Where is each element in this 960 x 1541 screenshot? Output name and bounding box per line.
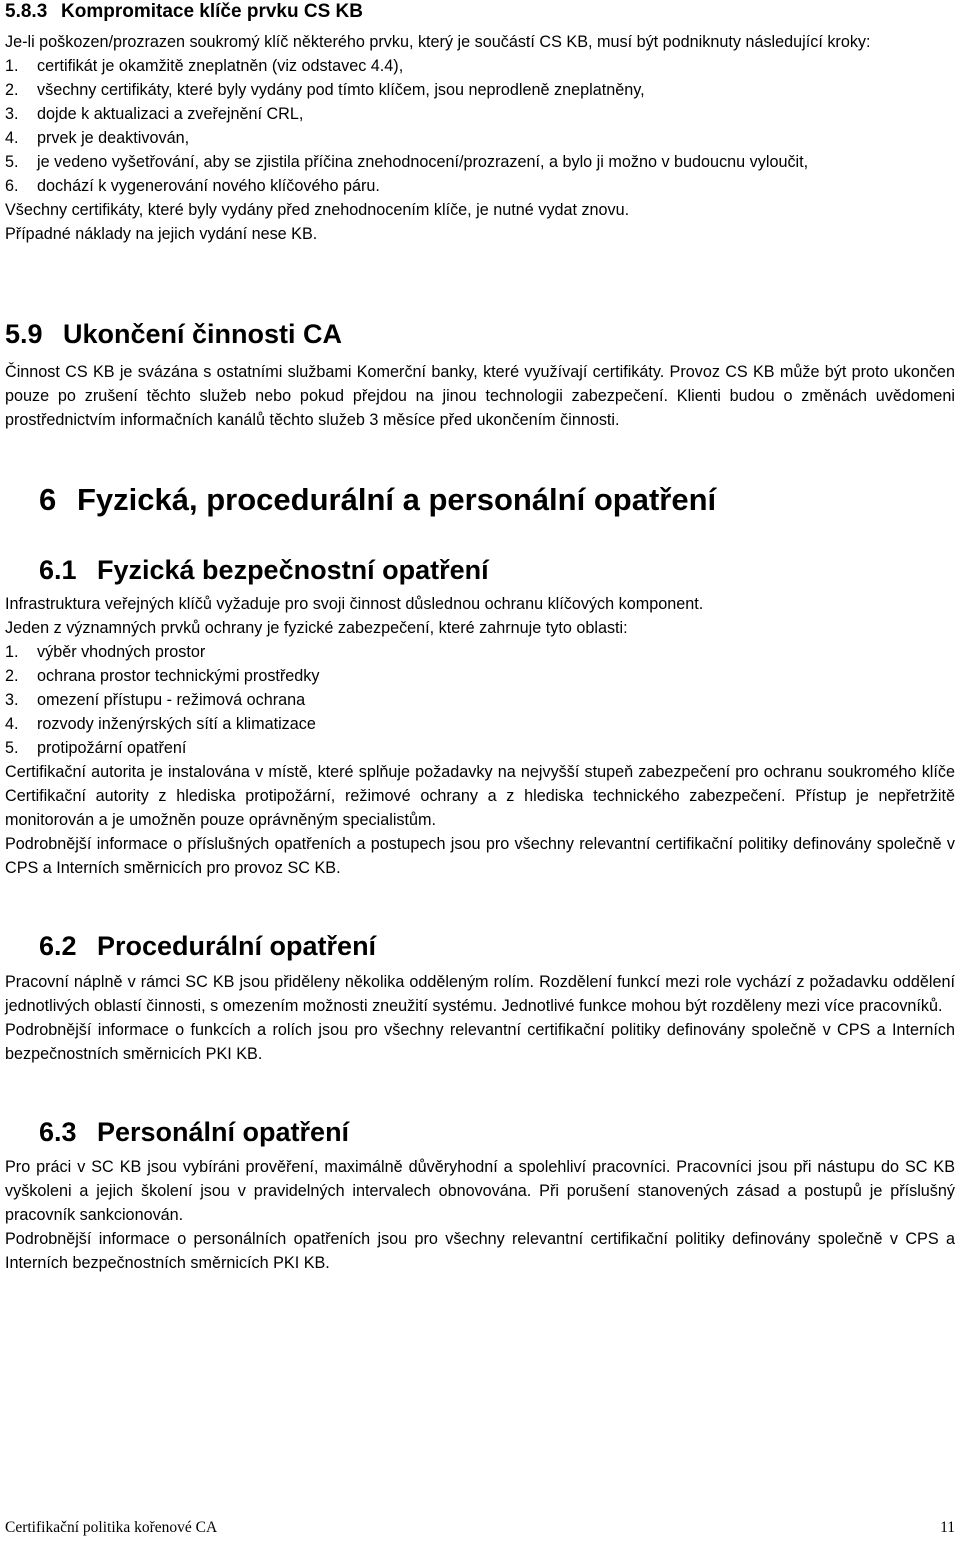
- paragraph: Pracovní náplně v rámci SC KB jsou přiděleny několika odděleným rolím. Rozdělení funkcí mezi role vychází z požadavku oddělení jednotlivých oblastí činnosti, s omezením možnosti zneužití systému. Jednotlivé funkce mohou být rozděleny mezi více pracovníků.: [5, 973, 955, 1015]
- section-number: 6.2: [39, 931, 77, 961]
- section-title: Ukončení činnosti CA: [63, 319, 343, 349]
- list-item: 2. všechny certifikáty, které byly vydány pod tímto klíčem, jsou neprodleně zneplatněny,: [5, 81, 645, 99]
- list-item: 3. dojde k aktualizaci a zveřejnění CRL,: [5, 105, 304, 123]
- section-title: Personální opatření: [97, 1117, 350, 1147]
- section-title: Fyzická bezpečnostní opatření: [97, 555, 489, 585]
- section-6-1-heading: [5, 554, 489, 586]
- paragraph: Certifikační autorita je instalována v místě, které splňuje požadavky na nejvyšší stupeň zabezpečení pro ochranu soukromého klíče Certifikační autority z hlediska protipožární, režimové ochrany a z hlediska technického zabezpečení. Přístup je nepřetržitě monitorován a je umožněn pouze oprávněným specialistům.: [5, 763, 955, 829]
- paragraph: Podrobnější informace o příslušných opatřeních a postupech jsou pro všechny relevantní certifikační politiky definovány společně v CPS a Interních směrnicích pro provoz SC KB.: [5, 835, 955, 877]
- section-number: 5.9: [5, 319, 43, 349]
- section-6-1-body: [5, 592, 955, 880]
- list-item: 1. certifikát je okamžitě zneplatněn (viz odstavec 4.4),: [5, 57, 404, 75]
- paragraph: Podrobnější informace o funkcích a rolích jsou pro všechny relevantní certifikační politiky definovány společně v CPS a Interních bezpečnostních směrnicích PKI KB.: [5, 1021, 955, 1063]
- list-item: 1. výběr vhodných prostor: [5, 643, 206, 661]
- list-item: 4. prvek je deaktivován,: [5, 129, 190, 147]
- section-6-2-heading: [5, 930, 376, 962]
- section-number: 6.3: [39, 1117, 77, 1147]
- section-5-9-heading: [5, 318, 342, 350]
- physical-security-areas-list: [5, 640, 955, 760]
- section-title: Procedurální opatření: [97, 931, 377, 961]
- section-5-8-3-body: [5, 30, 955, 246]
- chapter-number: 6: [39, 482, 57, 517]
- list-item: 3. omezení přístupu - režimová ochrana: [5, 691, 306, 709]
- section-6-2-body: [5, 970, 955, 1066]
- costs-paragraph: Případné náklady na jejich vydání nese KB.: [5, 225, 318, 243]
- compromise-steps-list: [5, 54, 955, 198]
- paragraph: Podrobnější informace o personálních opatřeních jsou pro všechny relevantní certifikační politiky definovány společně v CPS a Interních bezpečnostních směrnicích PKI KB.: [5, 1230, 955, 1272]
- list-item: 4. rozvody inženýrských sítí a klimatizace: [5, 715, 316, 733]
- reissue-paragraph: Všechny certifikáty, které byly vydány před znehodnocením klíče, je nutné vydat znovu.: [5, 201, 630, 219]
- paragraph: Pro práci v SC KB jsou vybíráni prověření, maximálně důvěryhodní a spolehliví pracovníci. Pracovníci jsou při nástupu do SC KB vyškoleni a jejich školení jsou v pravidelných intervalech obnovována. Při porušení stanovených zásad a postupů je příslušný pracovník sankcionován.: [5, 1158, 955, 1224]
- page-footer: [5, 1518, 955, 1538]
- footer-document-title: Certifikační politika kořenové CA: [5, 1519, 218, 1536]
- section-5-9-paragraph: Činnost CS KB je svázána s ostatními službami Komerční banky, které využívají certifikáty. Provoz CS KB může být proto ukončen pouze po zrušení těchto služeb nebo pokud přejdou na jinou technologii zabezpečení. Klienti budou o změnách uvědomeni prostřednictvím informačních kanálů těchto služeb 3 měsíce před ukončením činnosti.: [5, 363, 955, 429]
- section-5-8-3-heading: [5, 0, 363, 24]
- chapter-title: Fyzická, procedurální a personální opatření: [77, 482, 717, 517]
- paragraph: Infrastruktura veřejných klíčů vyžaduje pro svoji činnost důslednou ochranu klíčových komponent.: [5, 595, 704, 613]
- list-item: 5. protipožární opatření: [5, 739, 187, 757]
- list-item: 5. je vedeno vyšetřování, aby se zjistila příčina znehodnocení/prozrazení, a bylo ji možno v budoucnu vyloučit,: [5, 153, 809, 171]
- list-item: 6. dochází k vygenerování nového klíčového páru.: [5, 177, 380, 195]
- intro-paragraph: Je-li poškozen/prozrazen soukromý klíč některého prvku, který je součástí CS KB, musí být podniknuty následující kroky:: [5, 33, 871, 51]
- section-number: 5.8.3: [5, 1, 48, 22]
- list-item: 2. ochrana prostor technickými prostředky: [5, 667, 320, 685]
- section-title: Kompromitace klíče prvku CS KB: [61, 1, 363, 22]
- chapter-6-heading: [5, 482, 716, 518]
- section-6-3-body: [5, 1155, 955, 1275]
- paragraph: Jeden z významných prvků ochrany je fyzické zabezpečení, které zahrnuje tyto oblasti:: [5, 619, 628, 637]
- section-6-3-heading: [5, 1116, 349, 1148]
- section-number: 6.1: [39, 555, 77, 585]
- footer-page-number: 11: [940, 1519, 955, 1536]
